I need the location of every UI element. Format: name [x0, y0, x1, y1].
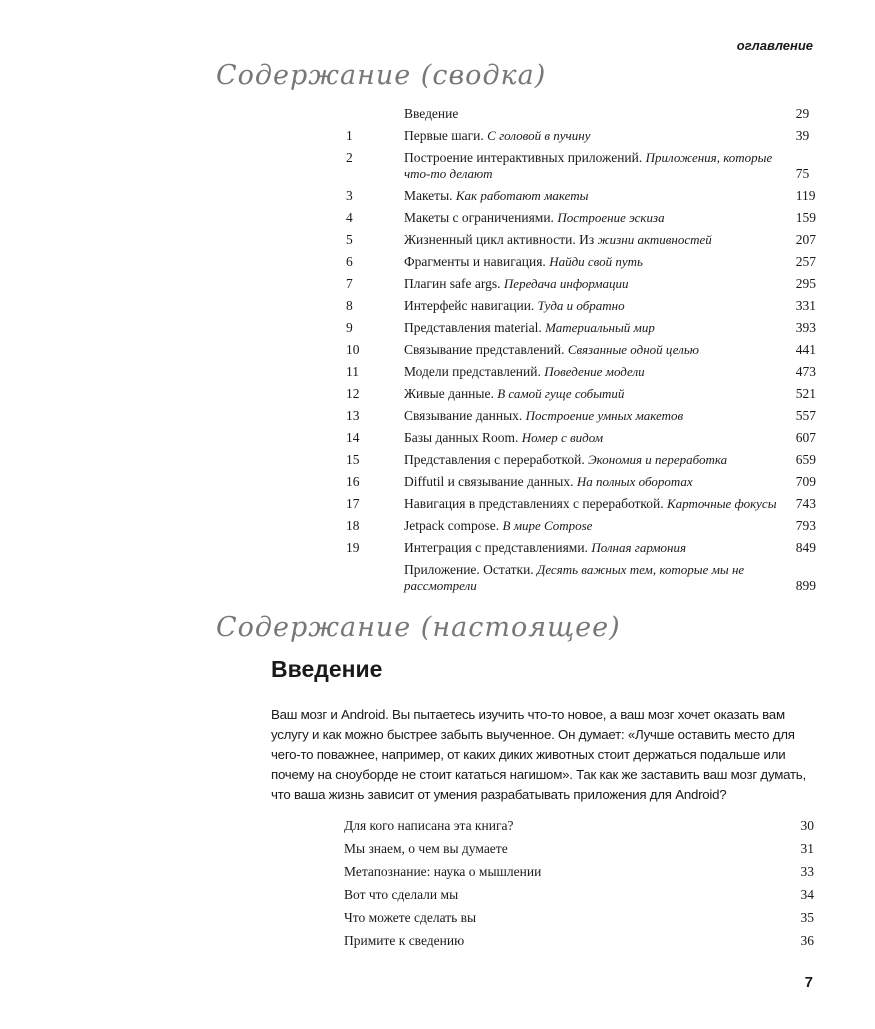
chapter-title-cell — [404, 537, 782, 559]
chapter-page: 257 — [795, 254, 816, 269]
toc-row — [336, 383, 816, 405]
toc-row — [336, 493, 816, 515]
toc-row — [336, 125, 816, 147]
chapter-title-cell — [404, 383, 782, 405]
chapter-subtitle: Туда и обратно — [537, 298, 625, 313]
chapter-title: Базы данных Room. — [403, 430, 519, 445]
chapter-number: 3 — [346, 188, 353, 203]
section-row — [344, 906, 814, 929]
chapter-number: 8 — [346, 298, 353, 313]
chapter-number: 15 — [346, 452, 360, 467]
toc-row — [336, 273, 816, 295]
section-row — [344, 814, 814, 837]
toc-row — [336, 207, 816, 229]
section-row — [344, 860, 814, 883]
chapter-title: Jetpack compose. — [403, 518, 500, 533]
toc-row — [336, 103, 816, 125]
chapter-title-cell — [404, 515, 782, 537]
section-page: 30 — [800, 817, 814, 833]
chapter-page: 743 — [795, 496, 816, 511]
toc-row — [336, 185, 816, 207]
chapter-title: Интеграция с представлениями. — [403, 540, 588, 555]
chapter-number: 16 — [346, 474, 360, 489]
section-row — [344, 929, 814, 952]
toc-row — [336, 361, 816, 383]
chapter-number: 7 — [346, 276, 353, 291]
chapter-page: 119 — [795, 188, 816, 203]
chapter-title: Плагин safe args. — [403, 276, 501, 291]
chapter-title-cell — [404, 405, 782, 427]
chapter-subtitle: Построение эскиза — [557, 210, 665, 225]
chapter-title: Введение — [403, 106, 459, 121]
section-page: 31 — [800, 840, 814, 856]
chapter-title-cell — [404, 185, 782, 207]
chapter-subtitle: Приложения, которые что-то делают — [403, 150, 773, 181]
chapter-title: Построение интерактивных приложений. — [403, 150, 643, 165]
chapter-title: Живые данные. — [403, 386, 494, 401]
chapter-subtitle: жизни активностей — [597, 232, 712, 247]
chapter-title-cell — [404, 493, 782, 515]
toc-row — [336, 317, 816, 339]
running-head: оглавление — [736, 38, 813, 53]
chapter-title: Приложение. Остатки. — [403, 562, 534, 577]
chapter-title: Первые шаги. — [403, 128, 484, 143]
chapter-subtitle: Номер с видом — [521, 430, 603, 445]
chapter-number: 18 — [346, 518, 360, 533]
page-number: 7 — [804, 974, 813, 991]
chapter-title-cell — [404, 251, 782, 273]
chapter-title: Жизненный цикл активности. Из — [403, 232, 595, 247]
toc-row — [336, 515, 816, 537]
chapter-subtitle: Как работают макеты — [455, 188, 589, 203]
chapter-title: Навигация в представлениях с переработкой. — [403, 496, 664, 511]
chapter-subtitle: Десять важных тем, которые мы не рассмотрели — [403, 562, 745, 593]
intro-toc-table — [344, 814, 814, 952]
chapter-page: 849 — [795, 540, 816, 555]
section-title: Для кого написана эта книга? — [344, 817, 514, 833]
section-page: 33 — [800, 863, 814, 879]
chapter-title: Связывание представлений. — [403, 342, 565, 357]
chapter-number — [336, 103, 404, 125]
intro-summary-paragraph: Ваш мозг и Android. Вы пытаетесь изучить что-то новое, а ваш мозг хочет оказать вам услугу и как можно быстрее забыть выученное. Он думает: «Лучше оставить место для чего-то поважнее, например, от каких диких животных стоит держаться подальше или почему на сноуборде не стоит кататься нагишом». Так как же заставить ваш мозг думать, что ваша жизнь зависит от умения разрабатывать приложения для Android? — [271, 707, 806, 802]
chapter-page: 39 — [795, 128, 810, 143]
chapter-title: Связывание данных. — [403, 408, 523, 423]
brief-contents-heading: Содержание (сводка) — [216, 60, 547, 91]
chapter-page: 393 — [795, 320, 816, 335]
chapter-page: 207 — [795, 232, 816, 247]
toc-row — [336, 147, 816, 185]
chapter-page: 709 — [795, 474, 816, 489]
chapter-title-cell — [404, 559, 782, 597]
chapter-number: 13 — [346, 408, 360, 423]
toc-row — [336, 339, 816, 361]
chapter-title-cell — [404, 207, 782, 229]
chapter-subtitle: В самой гуще событий — [497, 386, 625, 401]
chapter-subtitle: Карточные фокусы — [667, 496, 777, 511]
section-title: Что можете сделать вы — [344, 909, 477, 925]
toc-row — [336, 251, 816, 273]
toc-row — [336, 449, 816, 471]
chapter-title-cell — [404, 295, 782, 317]
chapter-title: Модели представлений. — [403, 364, 541, 379]
chapter-title: Интерфейс навигации. — [403, 298, 535, 313]
chapter-number: 1 — [346, 128, 353, 143]
chapter-number: 11 — [346, 364, 359, 379]
chapter-subtitle: С головой в пучину — [487, 128, 591, 143]
chapter-title-cell — [404, 427, 782, 449]
chapter-number: 2 — [346, 150, 353, 165]
chapter-subtitle: Поведение модели — [544, 364, 645, 379]
section-title: Вот что сделали мы — [344, 886, 459, 902]
chapter-page: 659 — [795, 452, 816, 467]
chapter-number — [336, 559, 404, 597]
chapter-title: Макеты. — [403, 188, 453, 203]
section-page: 36 — [800, 932, 814, 948]
brief-toc-table — [336, 103, 816, 597]
full-contents-heading: Содержание (настоящее) — [216, 612, 621, 643]
chapter-title-cell — [404, 471, 782, 493]
chapter-page: 899 — [795, 578, 816, 593]
chapter-page: 473 — [795, 364, 816, 379]
chapter-title: Фрагменты и навигация. — [403, 254, 546, 269]
chapter-page: 793 — [795, 518, 816, 533]
chapter-number: 10 — [346, 342, 360, 357]
section-title: Мы знаем, о чем вы думаете — [344, 840, 508, 856]
chapter-subtitle: На полных оборотах — [576, 474, 693, 489]
chapter-number: 6 — [346, 254, 353, 269]
chapter-subtitle: Полная гармония — [591, 540, 687, 555]
toc-row — [336, 229, 816, 251]
chapter-page: 29 — [795, 106, 810, 121]
chapter-subtitle: Найди свой путь — [549, 254, 643, 269]
chapter-page: 75 — [795, 166, 810, 181]
chapter-number: 12 — [346, 386, 360, 401]
section-title: Метапознание: наука о мышлении — [344, 863, 542, 879]
chapter-number: 9 — [346, 320, 353, 335]
chapter-page: 331 — [795, 298, 816, 313]
chapter-page: 607 — [795, 430, 816, 445]
chapter-title: Макеты с ограничениями. — [403, 210, 554, 225]
section-page: 34 — [800, 886, 814, 902]
intro-chapter-title: Введение — [271, 656, 383, 682]
chapter-title-cell — [404, 103, 782, 125]
chapter-number: 19 — [346, 540, 360, 555]
chapter-title: Diffutil и связывание данных. — [403, 474, 574, 489]
chapter-subtitle: В мире Compose — [502, 518, 593, 533]
chapter-page: 557 — [795, 408, 816, 423]
chapter-page: 521 — [795, 386, 816, 401]
chapter-number: 14 — [346, 430, 360, 445]
section-row — [344, 837, 814, 860]
toc-row — [336, 559, 816, 597]
chapter-title-cell — [404, 317, 782, 339]
chapter-title-cell — [404, 125, 782, 147]
chapter-title-cell — [404, 229, 782, 251]
chapter-subtitle: Построение умных макетов — [525, 408, 684, 423]
chapter-subtitle: Связанные одной целью — [567, 342, 699, 357]
chapter-subtitle: Материальный мир — [545, 320, 655, 335]
chapter-subtitle: Экономия и переработка — [588, 452, 728, 467]
toc-row — [336, 427, 816, 449]
chapter-title: Представления material. — [403, 320, 542, 335]
section-row — [344, 883, 814, 906]
toc-row — [336, 537, 816, 559]
chapter-title: Представления с переработкой. — [403, 452, 585, 467]
chapter-number: 5 — [346, 232, 353, 247]
chapter-title-cell — [404, 273, 782, 295]
chapter-title-cell — [404, 361, 782, 383]
chapter-page: 295 — [795, 276, 816, 291]
chapter-number: 17 — [346, 496, 360, 511]
toc-row — [336, 405, 816, 427]
chapter-title-cell — [404, 339, 782, 361]
chapter-page: 159 — [795, 210, 816, 225]
section-title: Примите к сведению — [344, 932, 465, 948]
section-page: 35 — [800, 909, 814, 925]
chapter-page: 441 — [795, 342, 816, 357]
toc-row — [336, 295, 816, 317]
chapter-title-cell — [404, 449, 782, 471]
chapter-number: 4 — [346, 210, 353, 225]
toc-row — [336, 471, 816, 493]
chapter-subtitle: Передача информации — [503, 276, 629, 291]
chapter-title-cell — [404, 147, 782, 185]
